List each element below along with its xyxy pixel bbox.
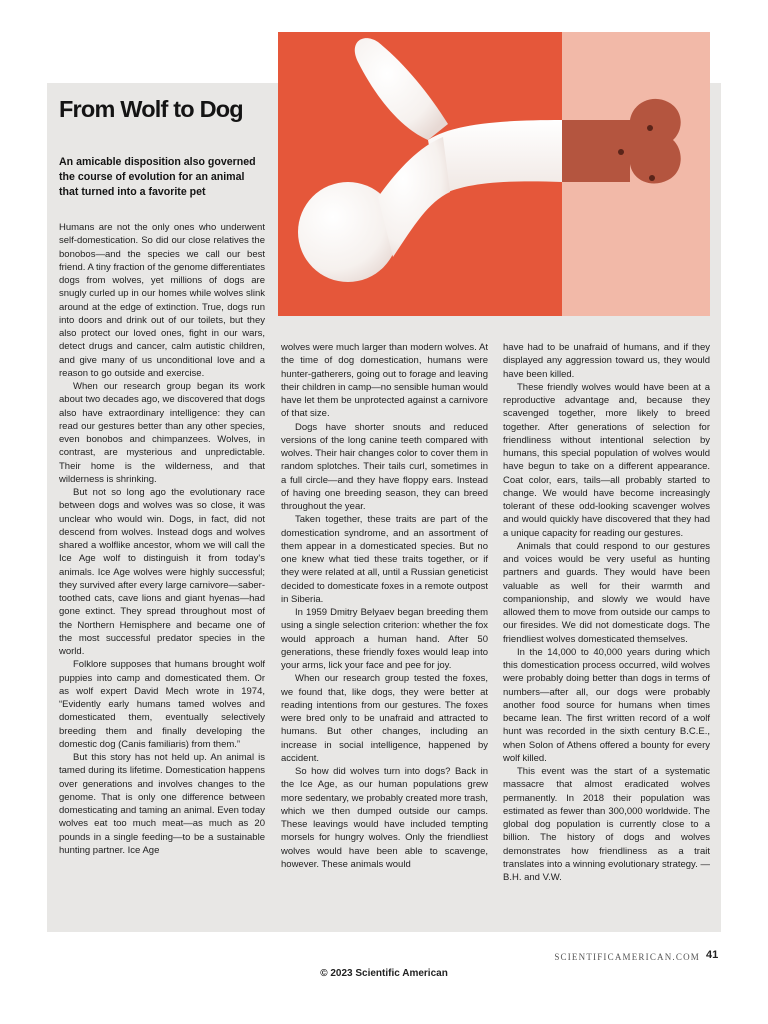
text-column-2 <box>281 341 488 871</box>
bone-to-biscuit-illustration <box>278 32 710 316</box>
paragraph: In 1959 Dmitry Belyaev began breeding them using a single selection criterion: whether the fox would approach a human hand. After 50 generations, these friendly foxes would leap into your arms, lick your face and pee for joy. <box>281 607 488 671</box>
article-deck: An amicable disposition also governed the course of evolution for an animal that turned into a favorite pet <box>59 156 256 198</box>
paragraph: have had to be unafraid of humans, and if they displayed any aggression toward us, they would have been killed. <box>503 342 710 380</box>
biscuit-dot <box>647 125 653 131</box>
copyright-notice: © 2023 Scientific American <box>320 968 448 979</box>
paragraph: When our research group began its work about two decades ago, we discovered that dogs also have extraordinary intelligence: they can read our gestures better than any other species, even bonobos and chimpanzees. Wolves, in contrast, are mysterious and unpredictable. Their home is the wilderness, and that wilderness is shrinking. <box>59 381 265 485</box>
paragraph: Animals that could respond to our gestures and voices would be very useful as hunting partners and guards. They would have been valuable as well for their warmth and companionship, and slowly we would have allowed them to move from outside our camps to our firesides. We did not domesticate dogs. The friendliest wolves domesticated themselves. <box>503 540 710 645</box>
paragraph: But not so long ago the evolutionary race between dogs and wolves was so close, it was unclear who would win. Dogs, in fact, did not descend from wolves. Instead dogs and wolves shared a wolflike ancestor, whom we will call the Ice Age wolf to distinguish it from today's animals. Ice Age wolves were highly successful; they survived after every large carnivore—saber-toothed cats, cave lions and giant hyenas—had gone extinct. They spread throughout most of the Northern Hemisphere and became one of the most successful predator species in the world. <box>59 487 265 657</box>
paragraph: When our research group tested the foxes, we found that, like dogs, they were better at reading intentions from our gestures. The foxes were bred only to be unafraid and attracted to humans. But other changes, including an increase in social intelligence, happened by accident. <box>281 673 488 764</box>
paragraph: Humans are not the only ones who underwent self-domestication. So did our close relatives the bonobos—and the species we call our best friend. A tiny fraction of the genome differentiates dogs from wolves, yet millions of dogs are snugly curled up in our homes while wolves slink around at the edge of extinction. True, dogs run into doors and drink out of our toilets, but they also protect our loved ones, fight in our wars, detect drugs and cancer, calm autistic children, and give many of us unconditional love and a reason to go outside and exercise. <box>59 222 265 379</box>
paragraph: wolves were much larger than modern wolves. At the time of dog domestication, humans were hunter-gatherers, going out to forage and leaving their children in camp—no sensible human would have let them be unprotected against a carnivore of that size. <box>281 342 489 420</box>
paragraph: Dogs have shorter snouts and reduced versions of the long canine teeth compared with wolves. Their hair changes color to cover them in random splotches. Their tails curl, sometimes in a full circle—and they have floppy ears. Instead of having one breeding season, they can breed throughout the year. <box>281 421 488 512</box>
paragraph: Folklore supposes that humans brought wolf puppies into camp and domesticated them. Or as wolf expert David Mech wrote in 1974, “Evidently early humans tamed wolves and domesticated them, eventually selectively breeding them and finally developing the domestic dog (Canis familiaris) from them.” <box>59 659 265 750</box>
biscuit-dot <box>618 149 624 155</box>
paragraph: These friendly wolves would have been at a reproductive advantage and, because they scavenged together, more likely to breed together. After generations of selection for friendliness without intentional selection by humans, this special population of wolves would have begun to take on a different appearance. Coat color, ears, tails—all probably started to change. We would have become increasingly tolerant of these odd-looking scavenger wolves and would quickly have discovered that they had a unique capacity for reading our gestures. <box>503 381 710 539</box>
text-column-3 <box>503 341 710 884</box>
biscuit-dot <box>649 175 655 181</box>
paragraph: But this story has not held up. An animal is tamed during its lifetime. Domestication happens over generations and involves changes to the genome. That is only one difference between domesticating and taming an animal. Even today wolves eat too much meat—as much as 20 pounds in a single feeding—to be a sustainable hunting partner. Ice Age <box>59 752 265 856</box>
paragraph: In the 14,000 to 40,000 years during which this domestication process occurred, wild wolves were probably doing better than dogs in terms of numbers—after all, our dogs were probably another food source for humans when times became lean. The first written record of a wolf hunt was recorded in the sixth century B.C.E., when Solon of Athens offered a bounty for every wolf killed. <box>503 646 710 764</box>
paragraph: This event was the start of a systematic massacre that almost eradicated wolves permanently. In 2018 their population was estimated as fewer than 300,000 worldwide. The global dog population is currently close to a billion. The history of dogs and wolves demonstrates how friendliness as a trait translates into a winning evolutionary strategy. —B.H. and V.W. <box>503 766 710 883</box>
text-column-1 <box>59 221 265 857</box>
paragraph: So how did wolves turn into dogs? Back in the Ice Age, as our human populations grew more sedentary, we probably created more trash, which we then dumped outside our camps. These leavings would have included tempting morsels for hungry wolves. Only the friendliest wolves would have been able to scavenge, however. These animals would <box>281 766 488 870</box>
paragraph: Taken together, these traits are part of the domestication syndrome, and an assortment of them appear in a domesticated species. But no one knew what tied these traits together, or if they were related at all, until a Russian geneticist decided to domesticate foxes in a remote outpost in Siberia. <box>281 514 489 605</box>
page-number: 41 <box>706 949 719 961</box>
article-title: From Wolf to Dog <box>59 96 243 122</box>
footer-website: SCIENTIFICAMERICAN.COM <box>554 952 700 962</box>
